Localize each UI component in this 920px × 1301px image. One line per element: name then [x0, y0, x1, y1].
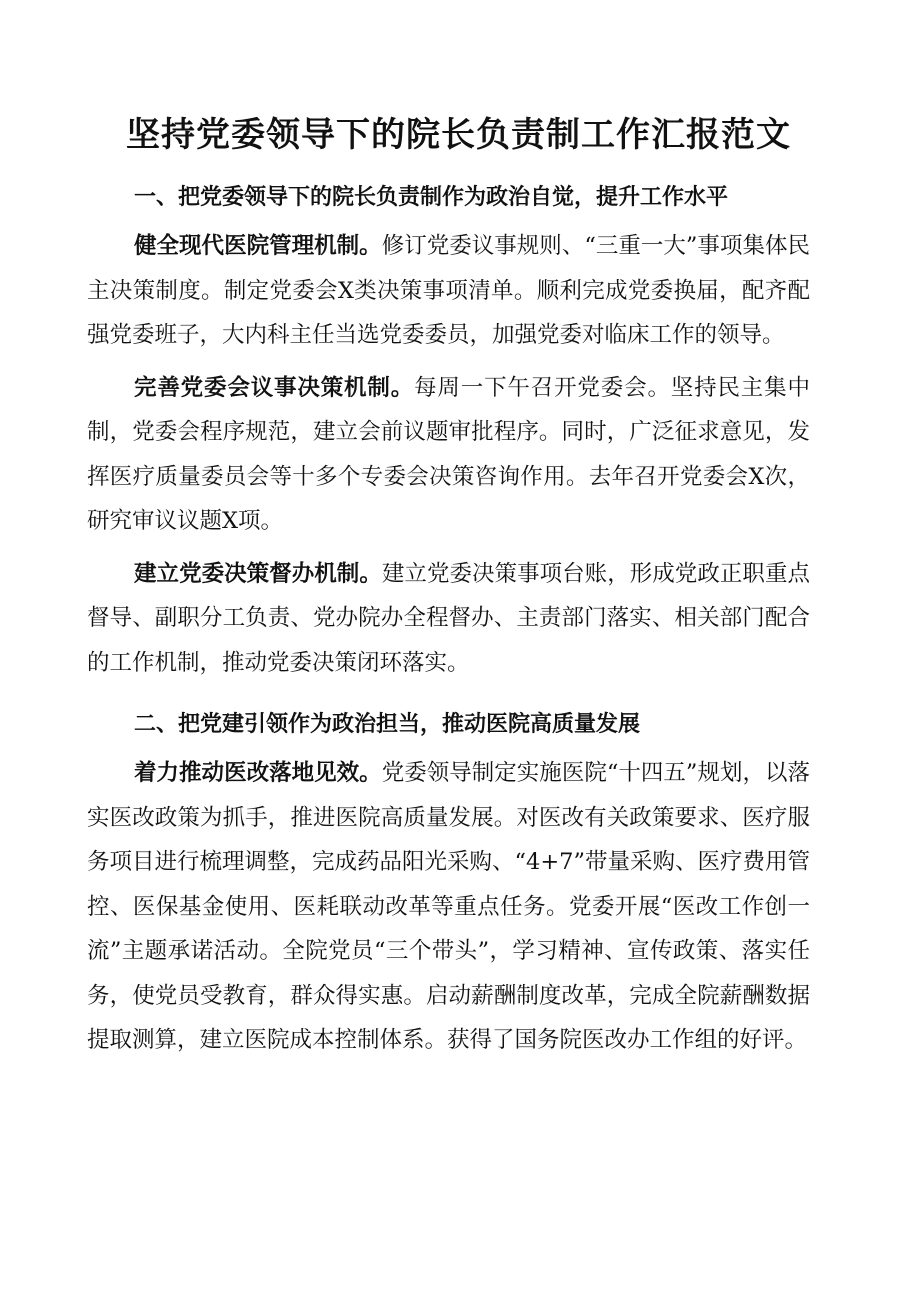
paragraph [87, 751, 810, 1063]
paragraph [87, 552, 810, 686]
paragraph-text: 建立党委决策事项台账，形成党政正职重点督导、副职分工负责、党办院办全程督办、主责部门落实、相关部门配合的工作机制，推动党委决策闭环落实。 [87, 560, 810, 676]
paragraph-text: 党委领导制定实施医院“十四五”规划，以落实医改政策为抓手，推进医院高质量发展。对医改有关政策要求、医疗服务项目进行梳理调整，完成药品阳光采购、“4+7”带量采购、医疗费用管控、医保基金使用、医耗联动改革等重点任务。党委开展“医改工作创一流”主题承诺活动。全院党员“三个带头”，学习精神、宣传政策、落实任务，使党员受教育，群众得实惠。启动薪酬制度改革，完成全院薪酬数据提取测算，建立医院成本控制体系。获得了国务院医改办工作组的好评。 [87, 760, 810, 1053]
paragraph-text: 修订党委议事规则、“三重一大”事项集体民主决策制度。制定党委会X类决策事项清单。顺利完成党委换届，配齐配强党委班子，大内科主任当选党委委员，加强党委对临床工作的领导。 [87, 233, 810, 348]
paragraph [87, 224, 810, 358]
paragraph-lead: 建立党委决策督办机制。 [134, 560, 382, 587]
paragraph [87, 366, 810, 544]
paragraph-text: 每周一下午召开党委会。坚持民主集中制，党委会程序规范，建立会前议题审批程序。同时，广泛征求意见，发挥医疗质量委员会等十多个专委会决策咨询作用。去年召开党委会X次，研究审议议题X项。 [87, 374, 810, 534]
section-heading: 二、把党建引领作为政治担当，推动医院高质量发展 [134, 712, 641, 737]
section-heading: 一、把党委领导下的院长负责制作为政治自觉，提升工作水平 [134, 185, 729, 210]
paragraph-lead: 健全现代医院管理机制。 [134, 233, 382, 259]
paragraph-lead: 着力推动医改落地见效。 [134, 760, 382, 786]
section-2 [87, 703, 810, 1063]
paragraph-lead: 完善党委会议事决策机制。 [134, 374, 415, 401]
section-1 [87, 176, 810, 685]
document-title: 坚持党委领导下的院长负责制工作汇报范文 [126, 115, 791, 155]
